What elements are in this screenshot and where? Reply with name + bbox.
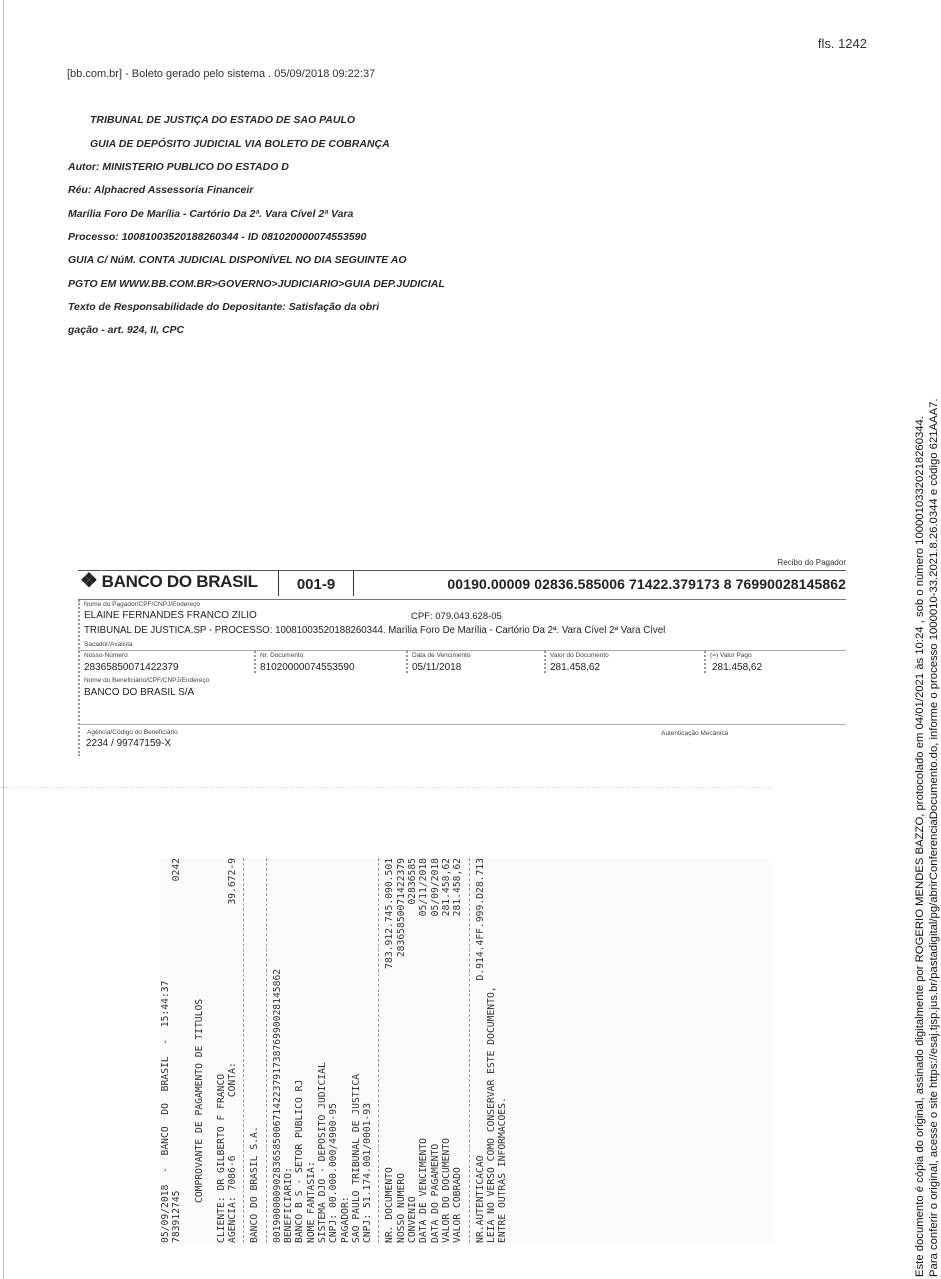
boleto-divider [78, 724, 846, 725]
receipt-auth-row [475, 858, 486, 1243]
receipt-field-value: 783.912.745.090.501 [384, 858, 396, 969]
autenticacao-label: Autenticação Mecânica [661, 730, 729, 737]
receipt-account-row [227, 858, 238, 1243]
receipt-rule [469, 858, 470, 1243]
sacador-label: Sacador/Avalista [84, 641, 133, 648]
receipt-bank: BANCO DO BRASIL S.A. [249, 1126, 261, 1243]
valor-pago-label: (=) Valor Pago [710, 652, 752, 659]
nosso-numero: 28365850071422379 [84, 662, 179, 673]
field-divider [406, 651, 411, 673]
receipt-field-row [441, 858, 452, 1243]
valor-documento-label: Valor do Documento [550, 652, 609, 659]
receipt-id: 783912745 [171, 1190, 183, 1243]
agencia-label: Agência/Código do Beneficiário [87, 729, 178, 736]
receipt-agencia: AGENCIA: 7086-6 [227, 1155, 239, 1243]
bank-logo-icon: ❖ [80, 570, 98, 592]
receipt-beneficiario-row [340, 858, 351, 1243]
guide-line: PGTO EM WWW.BB.COM.BR>GOVERNO>JUDICIARIO>GUIA DEP.JUDICIAL [68, 278, 445, 290]
vencimento: 05/11/2018 [412, 662, 462, 673]
boleto-divider [78, 650, 846, 651]
payer-name: ELAINE FERNANDES FRANCO ZILIO [84, 610, 257, 621]
receipt-footer-row [497, 858, 508, 1243]
receipt-barcode-row [272, 858, 283, 1243]
receipt-beneficiario-row [283, 858, 294, 1243]
guide-line: Texto de Responsabilidade do Depositante: Satisfação da obri [68, 301, 380, 313]
receipt-conta-label: CONTA: [227, 1062, 239, 1098]
guide-line: Autor: MINISTERIO PUBLICO DO ESTADO D [68, 161, 289, 173]
receipt-title: COMPROVANTE DE PAGAMENTO DE TITULOS [193, 998, 205, 1203]
receipt-beneficiario-line: SISTEMA DJO - DEPOSITO JUDICIAL [316, 1062, 328, 1243]
receipt-field-row [430, 858, 441, 1243]
receipt-field-label: DATA DO PAGAMENTO [429, 1143, 441, 1243]
receipt-beneficiario-line: NOME FANTASIA: [305, 1161, 317, 1243]
receipt-field-value: 02836585 [407, 858, 419, 905]
guide-line: Processo: 10081003520188260344 - ID 081020000074553590 [68, 231, 367, 243]
receipt-field-row [418, 858, 429, 1243]
receipt-beneficiario-line: BENEFICIARIO: [283, 1167, 295, 1243]
receipt-bank-row [249, 858, 260, 1243]
receipt-beneficiario-line: PAGADOR: [339, 1196, 351, 1243]
guide-line: Marília Foro De Marília - Cartório Da 2ª. Vara Cível 2ª Vara [68, 208, 354, 220]
receipt-barcode: 00190000090283658500671422379173876990028145862 [271, 968, 283, 1243]
vencimento-label: Data de Vencimento [412, 652, 471, 659]
payer-address: TRIBUNAL DE JUSTICA.SP - PROCESSO: 10081003520188260344. Marília Foro De Marília - Cartório Da 2ª. Vara Cível 2ª Vara Cível [84, 625, 666, 636]
receipt-footer-line: LEIA NO VERSO COMO CONSERVAR ESTE DOCUMENTO, [485, 986, 497, 1243]
receipt-header [160, 858, 171, 1243]
receipt-field-label: VALOR COBRADO [452, 1167, 464, 1243]
receipt-beneficiario-row [362, 858, 373, 1243]
agencia-code: 2234 / 99747159-X [86, 738, 172, 749]
field-divider [544, 651, 549, 673]
bank-logo [80, 568, 258, 593]
page-folio: fls. 1242 [817, 36, 867, 51]
stamp-line-1: Este documento é cópia do original, assinado digitalmente por ROGERIO MENDES BAZZO, protocolado em 04/01/2021 às 10:24 , sob o número 10000103320218260344. [914, 416, 926, 1277]
receipt-footer-line: ENTRE OUTRAS INFORMACOES. [497, 1097, 509, 1243]
receipt-beneficiario-row [294, 858, 305, 1243]
receipt-rule [378, 858, 379, 1243]
receipt-field-value: 05/09/2018 [429, 858, 441, 917]
guide-line: Réu: Alphacred Assessoria Financeir [68, 184, 254, 196]
receipt-title-row [194, 858, 205, 1243]
print-header-note: [bb.com.br] - Boleto gerado pelo sistema . 05/09/2018 09:22:37 [67, 68, 376, 80]
boleto-divider [78, 599, 846, 600]
field-divider [704, 651, 709, 673]
guide-line: GUIA C/ NúM. CONTA JUDICIAL DISPONÍVEL NO DIA SEGUINTE AO [68, 254, 407, 266]
receipt-rule [266, 858, 267, 1243]
receipt-footer-row [486, 858, 497, 1243]
receipt-beneficiario-line: BANCO B S - SETOR PUBLICO RJ [294, 1079, 306, 1243]
nr-documento-label: Nr. Documento [260, 652, 304, 659]
bank-code: 001-9 [278, 570, 354, 596]
nosso-numero-label: Nosso-Número [84, 652, 128, 659]
digital-signature-stamp [914, 0, 941, 1279]
cut-line [0, 787, 770, 788]
receipt-field-label: DATA DE VENCIMENTO [418, 1138, 430, 1243]
payer-cpf: CPF: 079.043.628-05 [411, 611, 502, 622]
receipt-field-value: 05/11/2018 [418, 858, 430, 917]
recibo-label: Recibo do Pagador [777, 558, 846, 567]
receipt-code: 0242 [171, 858, 183, 882]
receipt-field-value: 281.458,62 [452, 858, 464, 917]
receipt-beneficiario-row [351, 858, 362, 1243]
receipt-field-value: 28365850071422379 [395, 858, 407, 958]
receipt-field-row [452, 858, 463, 1243]
receipt-beneficiario-line: SAO PAULO TRIBUNAL DE JUSTICA [350, 1073, 362, 1243]
receipt-field-row [384, 858, 395, 1243]
field-divider [254, 651, 259, 673]
receipt-field-label: VALOR DO DOCUMENTO [440, 1138, 452, 1243]
bank-name: BANCO DO BRASIL [101, 572, 258, 591]
receipt-auth-value: D.914.4FF.999.D28.713 [474, 858, 486, 981]
beneficiario-label: Nome do Beneficiário/CPF/CNPJ/Endereço [84, 677, 210, 684]
receipt-header-ids [171, 858, 182, 1243]
receipt-beneficiario-row [306, 858, 317, 1243]
receipt-field-label: NR. DOCUMENTO [384, 1167, 396, 1243]
receipt-text [160, 858, 775, 1243]
receipt-field-value: 281.458,62 [440, 858, 452, 917]
receipt-beneficiario-row [328, 858, 339, 1243]
receipt-beneficiario-line: CNPJ: 51.174.001/0001-93 [362, 1103, 374, 1243]
receipt-field-label: NOSSO NUMERO [395, 1173, 407, 1243]
digitable-line: 00190.00009 02836.585006 71422.379173 8 76990028145862 [447, 576, 846, 592]
boleto-receipt [78, 552, 846, 762]
receipt-client-row [216, 858, 227, 1243]
valor-pago: 281.458,62 [712, 662, 763, 673]
receipt-rule [243, 858, 244, 1243]
guide-line: GUIA DE DEPÓSITO JUDICIAL VIA BOLETO DE COBRANÇA [90, 138, 390, 150]
receipt-beneficiario-line: CNPJ: 00.000.000/4900-95 [328, 1103, 340, 1243]
guide-line: gação - art. 924, II, CPC [68, 324, 185, 336]
receipt-field-row [396, 858, 407, 1243]
receipt-conta-value: 39.672-9 [227, 858, 239, 905]
payer-label: Nome do Pagador/CPF/CNPJ/Endereço [84, 601, 200, 608]
page-edge-line [3, 0, 5, 1279]
payment-receipt-slip [160, 858, 775, 1243]
valor-documento: 281.458,62 [550, 662, 601, 673]
receipt-client: CLIENTE: DR GILBERTO F FRANCO [215, 1073, 227, 1243]
receipt-beneficiario-row [317, 858, 328, 1243]
beneficiario: BANCO DO BRASIL S/A [84, 687, 195, 698]
boleto-edge-marks [78, 600, 83, 756]
receipt-field-row [407, 858, 418, 1243]
stamp-line-2: Para conferir o original, acesse o site https://esaj.tjsp.jus.br/pastadigital/pg/abrirConferenciaDocumento.do, informe o processo 1000010-33.2021.8.26.0344 e código 621AAA7. [927, 398, 940, 1277]
nr-documento: 81020000074553590 [260, 662, 355, 673]
receipt-auth-label: NR.AUTENTICACAO [474, 1155, 486, 1243]
receipt-header-left: 05/09/2018 - BANCO DO BRASIL - 15:44:37 [160, 980, 171, 1243]
guide-line: TRIBUNAL DE JUSTIÇA DO ESTADO DE SAO PAULO [90, 114, 356, 126]
receipt-field-label: CONVENIO [407, 1196, 419, 1243]
